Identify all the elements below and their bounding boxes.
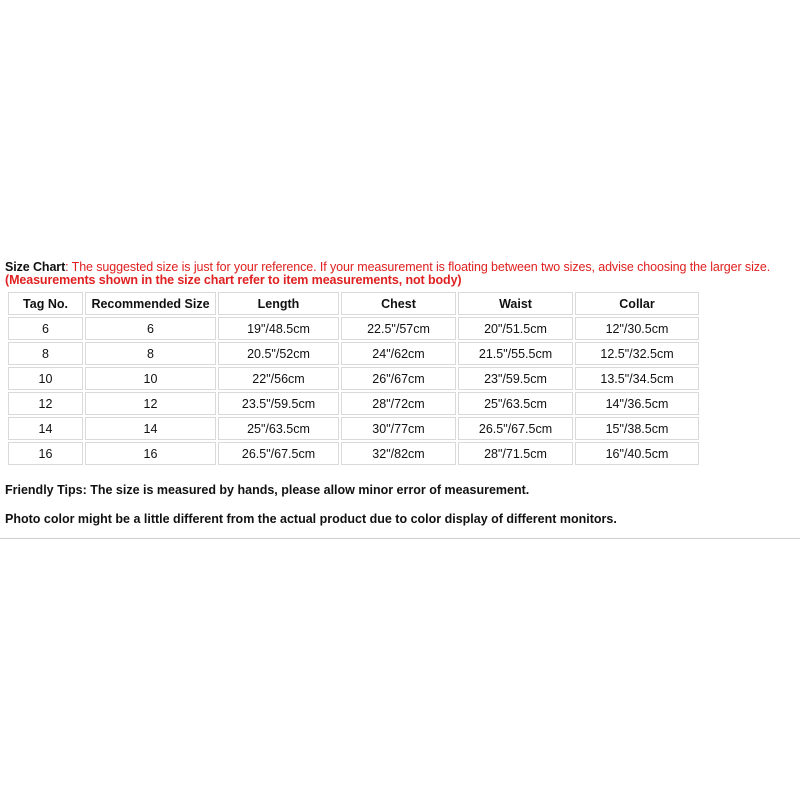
table-row	[8, 442, 699, 465]
cell-waist: 20"/51.5cm	[458, 317, 573, 340]
cell-collar: 15"/38.5cm	[575, 417, 699, 440]
cell-length: 22"/56cm	[218, 367, 339, 390]
cell-collar: 14"/36.5cm	[575, 392, 699, 415]
table-row	[8, 367, 699, 390]
size-chart-label: Size Chart	[5, 260, 66, 274]
divider-line	[0, 538, 800, 539]
cell-waist: 28"/71.5cm	[458, 442, 573, 465]
cell-collar: 16"/40.5cm	[575, 442, 699, 465]
cell-collar: 13.5"/34.5cm	[575, 367, 699, 390]
table-row	[8, 392, 699, 415]
size-chart-measurement-note: (Measurements shown in the size chart refer to item measurements, not body)	[5, 273, 462, 287]
cell-chest: 30"/77cm	[341, 417, 456, 440]
cell-chest: 28"/72cm	[341, 392, 456, 415]
cell-chest: 26"/67cm	[341, 367, 456, 390]
cell-recommended-size: 6	[85, 317, 216, 340]
header-length: Length	[218, 292, 339, 315]
cell-chest: 22.5"/57cm	[341, 317, 456, 340]
cell-length: 26.5"/67.5cm	[218, 442, 339, 465]
cell-length: 19"/48.5cm	[218, 317, 339, 340]
cell-waist: 23"/59.5cm	[458, 367, 573, 390]
cell-chest: 32"/82cm	[341, 442, 456, 465]
header-collar: Collar	[575, 292, 699, 315]
cell-waist: 21.5"/55.5cm	[458, 342, 573, 365]
cell-length: 20.5"/52cm	[218, 342, 339, 365]
cell-recommended-size: 16	[85, 442, 216, 465]
cell-tag-no: 14	[8, 417, 83, 440]
header-recommended-size: Recommended Size	[85, 292, 216, 315]
cell-recommended-size: 8	[85, 342, 216, 365]
cell-chest: 24"/62cm	[341, 342, 456, 365]
friendly-tips: Friendly Tips: The size is measured by hands, please allow minor error of measurement.	[5, 483, 530, 497]
cell-recommended-size: 12	[85, 392, 216, 415]
table-row	[8, 342, 699, 365]
header-tag-no: Tag No.	[8, 292, 83, 315]
size-chart-intro	[5, 261, 797, 287]
cell-waist: 26.5"/67.5cm	[458, 417, 573, 440]
cell-tag-no: 6	[8, 317, 83, 340]
cell-collar: 12.5"/32.5cm	[575, 342, 699, 365]
table-row	[8, 417, 699, 440]
cell-tag-no: 16	[8, 442, 83, 465]
header-waist: Waist	[458, 292, 573, 315]
cell-length: 23.5"/59.5cm	[218, 392, 339, 415]
size-table	[6, 290, 701, 467]
header-chest: Chest	[341, 292, 456, 315]
cell-tag-no: 8	[8, 342, 83, 365]
size-chart-document	[0, 261, 800, 527]
cell-recommended-size: 10	[85, 367, 216, 390]
photo-color-note: Photo color might be a little different from the actual product due to color display of different monitors.	[5, 512, 617, 526]
cell-tag-no: 12	[8, 392, 83, 415]
cell-length: 25"/63.5cm	[218, 417, 339, 440]
cell-collar: 12"/30.5cm	[575, 317, 699, 340]
size-table-header-row	[8, 292, 699, 315]
cell-waist: 25"/63.5cm	[458, 392, 573, 415]
size-chart-note: : The suggested size is just for your reference. If your measurement is floating between two sizes, advise choosing the larger size.	[65, 260, 771, 274]
cell-tag-no: 10	[8, 367, 83, 390]
cell-recommended-size: 14	[85, 417, 216, 440]
table-row	[8, 317, 699, 340]
